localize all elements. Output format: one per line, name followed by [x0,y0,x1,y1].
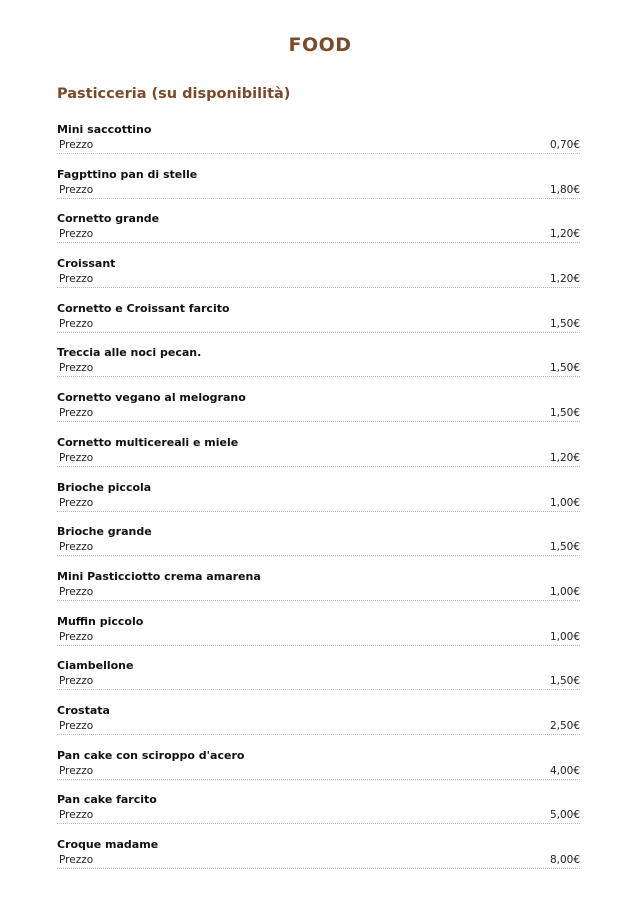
menu-item-name: Brioche piccola [57,480,152,494]
price-value: 1,50€ [549,317,580,330]
menu-item-price-row [57,584,580,601]
menu-item-price-row [57,182,580,199]
price-label: Prezzo [59,317,94,330]
menu-item [57,302,580,347]
price-value: 4,00€ [549,764,580,777]
menu-item-name: Cornetto multicereali e miele [57,435,239,449]
price-value: 1,20€ [549,273,580,286]
price-label: Prezzo [59,273,94,286]
menu-item-price-row [57,763,580,780]
menu-item-price-row [57,405,580,422]
menu-item-price-row [57,495,580,512]
menu-item [57,436,580,481]
menu-item-price-row [57,852,580,869]
page-title: FOOD [288,34,352,56]
price-value: 1,00€ [549,585,580,598]
menu-item [57,659,580,704]
menu-item-name: Cornetto vegano al melograno [57,391,246,405]
price-label: Prezzo [59,407,94,420]
price-label: Prezzo [59,719,94,732]
menu-item [57,123,580,168]
menu-item [57,704,580,749]
menu-item [57,212,580,257]
price-label: Prezzo [59,630,94,643]
menu-item-name: Pan cake farcito [57,793,157,807]
menu-item-name: Fagpttino pan di stelle [57,167,198,181]
price-value: 1,20€ [549,228,580,241]
menu-item-name: Mini Pasticciotto crema amarena [57,569,261,583]
price-label: Prezzo [59,854,94,866]
menu-item-name: Pan cake con sciroppo d'acero [57,748,245,762]
menu-item-price-row [57,137,580,154]
menu-item [57,346,580,391]
menu-item-price-row [57,629,580,646]
menu-item-name: Ciambellone [57,659,134,673]
price-value: 5,00€ [549,809,580,822]
menu-item-name: Croissant [57,257,116,271]
price-value: 2,50€ [549,719,580,732]
price-label: Prezzo [59,228,94,241]
price-label: Prezzo [59,496,94,509]
menu-item-price-row [57,316,580,333]
price-label: Prezzo [59,541,94,554]
menu-item [57,481,580,526]
price-value: 1,00€ [549,630,580,643]
menu-item-price-row [57,360,580,377]
section-title: Pasticceria (su disponibilità) [57,86,291,102]
menu-item-price-row [57,450,580,467]
menu-item-name: Muffin piccolo [57,614,144,628]
price-label: Prezzo [59,139,94,151]
menu-item-name: Croque madame [57,838,159,851]
price-label: Prezzo [59,764,94,777]
menu-item-price-row [57,226,580,243]
menu-item [57,615,580,660]
menu-item-price-row [57,807,580,824]
menu-item-name: Treccia alle noci pecan. [57,346,202,360]
menu-item [57,838,580,883]
price-value: 1,50€ [549,675,580,688]
price-label: Prezzo [59,362,94,375]
price-value: 8,00€ [549,854,580,866]
price-value: 1,50€ [549,362,580,375]
menu-item-name: Brioche grande [57,525,152,539]
price-value: 1,80€ [549,183,580,196]
menu-item [57,525,580,570]
price-value: 1,50€ [549,407,580,420]
menu-item-name: Crostata [57,703,110,717]
price-value: 1,20€ [549,451,580,464]
price-value: 0,70€ [549,139,580,151]
price-label: Prezzo [59,451,94,464]
menu-item-price-row [57,718,580,735]
menu-item-name: Cornetto e Croissant farcito [57,301,230,315]
price-label: Prezzo [59,809,94,822]
menu-item-price-row [57,271,580,288]
menu-item [57,749,580,794]
price-value: 1,50€ [549,541,580,554]
price-label: Prezzo [59,675,94,688]
menu-item [57,391,580,436]
menu-item-price-row [57,673,580,690]
menu-item-price-row [57,539,580,556]
price-label: Prezzo [59,585,94,598]
menu-item-name: Mini saccottino [57,123,152,136]
menu-item-name: Cornetto grande [57,212,160,226]
price-label: Prezzo [59,183,94,196]
menu-item [57,168,580,213]
price-value: 1,00€ [549,496,580,509]
menu-item [57,570,580,615]
menu-item [57,793,580,838]
menu-item [57,257,580,302]
menu-list [57,123,580,883]
